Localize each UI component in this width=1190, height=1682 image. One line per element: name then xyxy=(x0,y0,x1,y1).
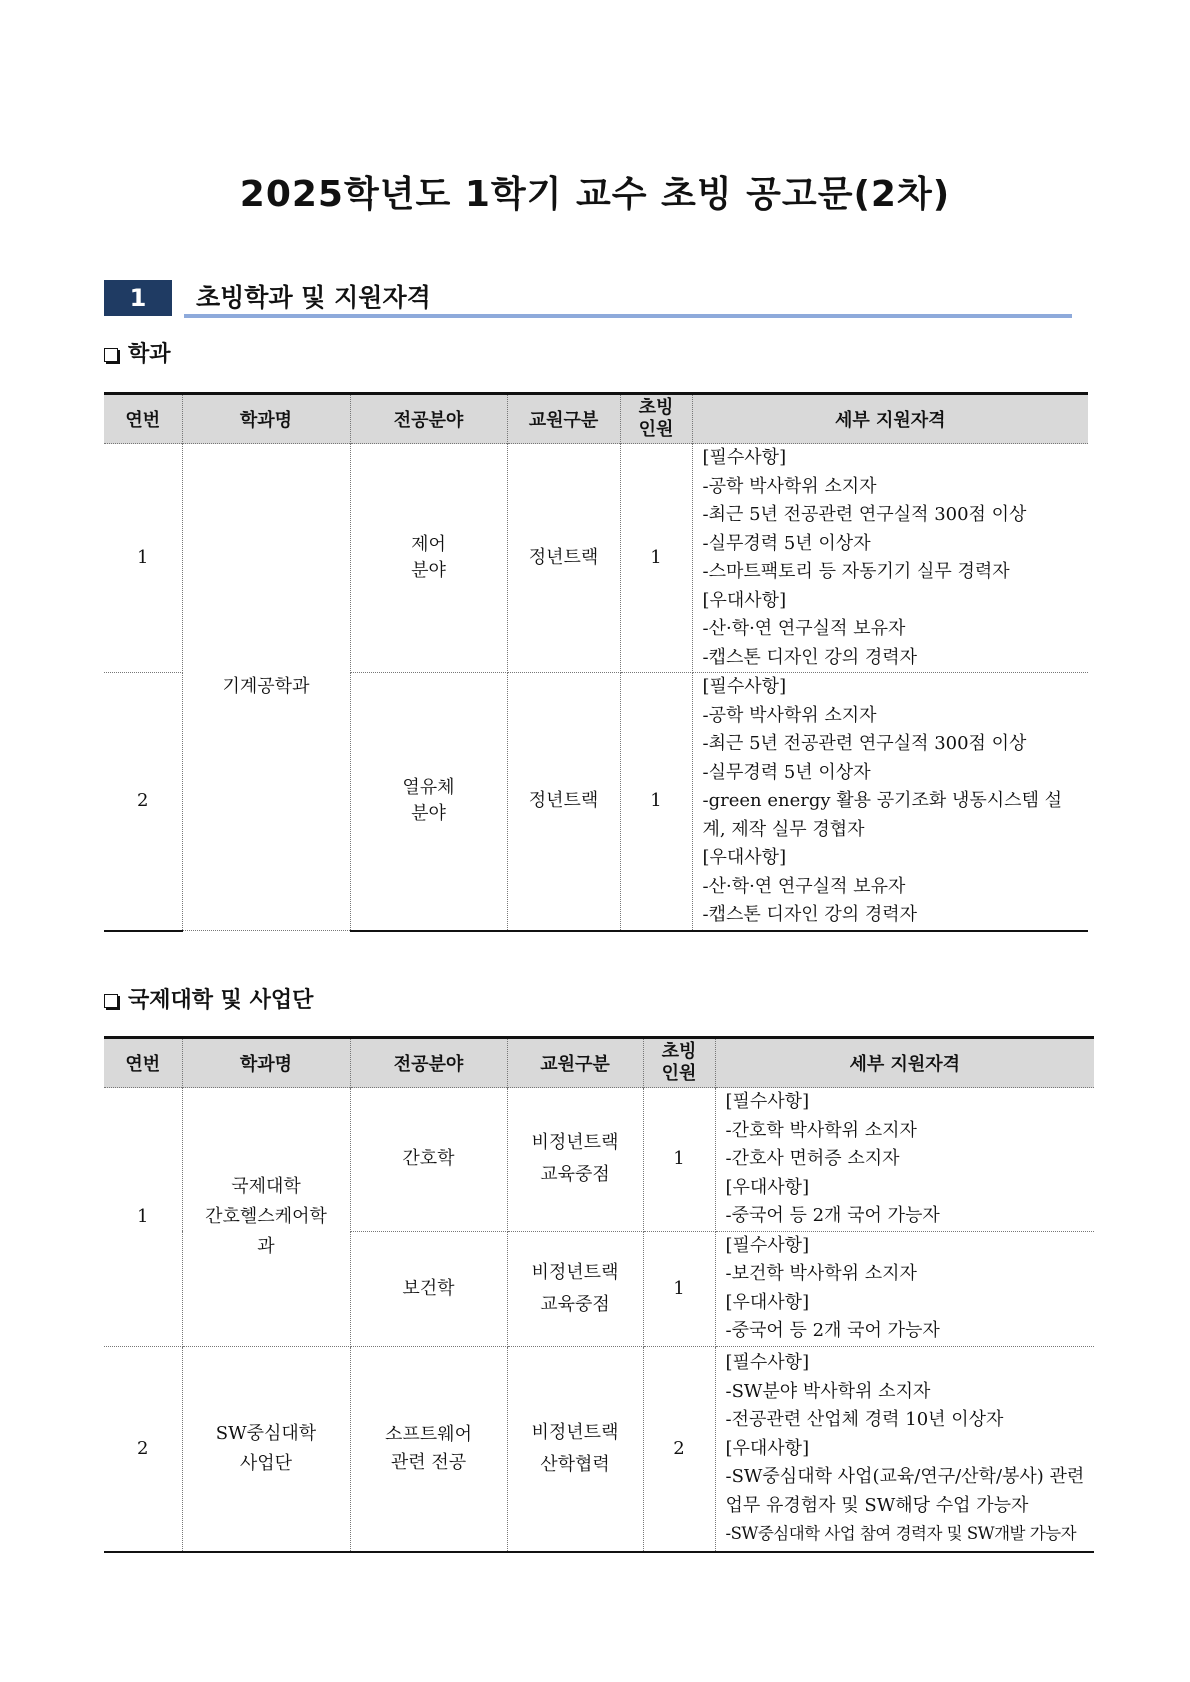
detail-line: -중국어 등 2개 국어 가능자 xyxy=(725,1205,940,1226)
detail-qualifications xyxy=(715,1346,1094,1552)
detail-qualifications xyxy=(692,673,1088,931)
row-number: 1 xyxy=(104,1088,182,1347)
hire-count: 1 xyxy=(620,444,692,673)
header-field: 전공분야 xyxy=(350,1038,507,1088)
header-field: 전공분야 xyxy=(350,394,507,444)
header-department: 학과명 xyxy=(182,394,350,444)
row-number: 2 xyxy=(104,1346,182,1552)
table-header-row xyxy=(104,394,1088,444)
header-type: 교원구분 xyxy=(507,394,620,444)
header-count: 초빙 인원 xyxy=(620,394,692,444)
subsection-heading-international xyxy=(104,983,313,1014)
section-header xyxy=(104,280,1072,318)
field-cell: 간호학 xyxy=(350,1088,507,1232)
header-department: 학과명 xyxy=(182,1038,350,1088)
detail-line: -보건학 박사학위 소지자 xyxy=(725,1263,917,1284)
department-name: 기계공학과 xyxy=(182,444,350,931)
faculty-type: 비정년트랙 산학협력 xyxy=(507,1346,643,1552)
subsection-title: 국제대학 및 사업단 xyxy=(128,988,314,1013)
table-row xyxy=(104,444,1088,673)
field-cell: 소프트웨어 관련 전공 xyxy=(350,1346,507,1552)
department-name: SW중심대학 사업단 xyxy=(182,1346,350,1552)
row-number: 1 xyxy=(104,444,182,673)
detail-line: [우대사항] xyxy=(725,1176,810,1198)
header-type: 교원구분 xyxy=(507,1038,643,1088)
detail-line: -스마트팩토리 등 자동기기 실무 경력자 xyxy=(702,561,1010,582)
detail-qualifications xyxy=(715,1088,1094,1232)
detail-line: [우대사항] xyxy=(725,1291,810,1313)
detail-line: -간호학 박사학위 소지자 xyxy=(725,1119,917,1141)
detail-line: -green energy 활용 공기조화 냉동시스템 설계, 제작 실무 경협자 xyxy=(702,790,1063,840)
faculty-type: 비정년트랙 교육중점 xyxy=(507,1231,643,1346)
header-no: 연번 xyxy=(104,1038,182,1088)
detail-line: -최근 5년 전공관련 연구실적 300점 이상 xyxy=(702,733,1027,754)
field-cell: 제어 분야 xyxy=(350,444,507,673)
international-table xyxy=(104,1036,1094,1553)
section-number: 1 xyxy=(104,280,172,316)
hire-count: 1 xyxy=(643,1088,715,1232)
row-number: 2 xyxy=(104,673,182,931)
detail-line: -공학 박사학위 소지자 xyxy=(702,704,877,726)
detail-line: [우대사항] xyxy=(702,847,787,868)
detail-line: -최근 5년 전공관련 연구실적 300점 이상 xyxy=(702,504,1027,525)
faculty-type: 비정년트랙 교육중점 xyxy=(507,1088,643,1232)
table-row xyxy=(104,1088,1094,1232)
detail-line: -SW중심대학 사업(교육/연구/산학/봉사) 관련 업무 유경험자 및 SW해당 수업 가능자 xyxy=(725,1466,1091,1516)
faculty-type: 정년트랙 xyxy=(507,444,620,673)
detail-qualifications xyxy=(715,1231,1094,1346)
page-title: 2025학년도 1학기 교수 초빙 공고문(2차) xyxy=(239,174,951,215)
detail-line: [필수사항] xyxy=(725,1091,810,1112)
subsection-heading-departments xyxy=(104,337,171,368)
detail-line: -SW중심대학 사업 참여 경력자 및 SW개발 가능자 xyxy=(725,1524,1077,1543)
detail-line: -산·학·연 연구실적 보유자 xyxy=(702,875,906,897)
section-underline xyxy=(184,314,1072,318)
field-cell: 보건학 xyxy=(350,1231,507,1346)
hire-count: 1 xyxy=(620,673,692,931)
detail-line: -실무경력 5년 이상자 xyxy=(702,761,871,783)
hire-count: 1 xyxy=(643,1231,715,1346)
detail-line: -SW분야 박사학위 소지자 xyxy=(725,1380,931,1402)
detail-line: [필수사항] xyxy=(702,676,787,697)
table-row xyxy=(104,1346,1094,1552)
detail-line: -간호사 면허증 소지자 xyxy=(725,1148,900,1169)
subsection-title: 학과 xyxy=(128,342,171,367)
detail-line: [필수사항] xyxy=(725,1234,810,1256)
detail-line: -중국어 등 2개 국어 가능자 xyxy=(725,1320,940,1341)
departments-table xyxy=(104,392,1088,932)
detail-line: -전공관련 산업체 경력 10년 이상자 xyxy=(725,1409,1004,1430)
detail-line: -캡스톤 디자인 강의 경력자 xyxy=(702,646,918,668)
square-bullet-icon xyxy=(104,994,118,1008)
table-header-row xyxy=(104,1038,1094,1088)
section-title: 초빙학과 및 지원자격 xyxy=(196,283,431,312)
faculty-type: 정년트랙 xyxy=(507,673,620,931)
detail-line: [우대사항] xyxy=(702,589,787,611)
detail-qualifications xyxy=(692,444,1088,673)
detail-line: -실무경력 5년 이상자 xyxy=(702,532,871,554)
field-cell: 열유체 분야 xyxy=(350,673,507,931)
department-name: 국제대학 간호헬스케어학 과 xyxy=(182,1088,350,1347)
detail-line: [우대사항] xyxy=(725,1437,810,1459)
square-bullet-icon xyxy=(104,348,118,362)
header-details: 세부 지원자격 xyxy=(715,1038,1094,1088)
header-count: 초빙 인원 xyxy=(643,1038,715,1088)
header-details: 세부 지원자격 xyxy=(692,394,1088,444)
detail-line: -캡스톤 디자인 강의 경력자 xyxy=(702,904,918,925)
header-no: 연번 xyxy=(104,394,182,444)
detail-line: [필수사항] xyxy=(725,1352,810,1373)
hire-count: 2 xyxy=(643,1346,715,1552)
detail-line: [필수사항] xyxy=(702,447,787,468)
detail-line: -공학 박사학위 소지자 xyxy=(702,475,877,497)
detail-line: -산·학·연 연구실적 보유자 xyxy=(702,618,906,639)
